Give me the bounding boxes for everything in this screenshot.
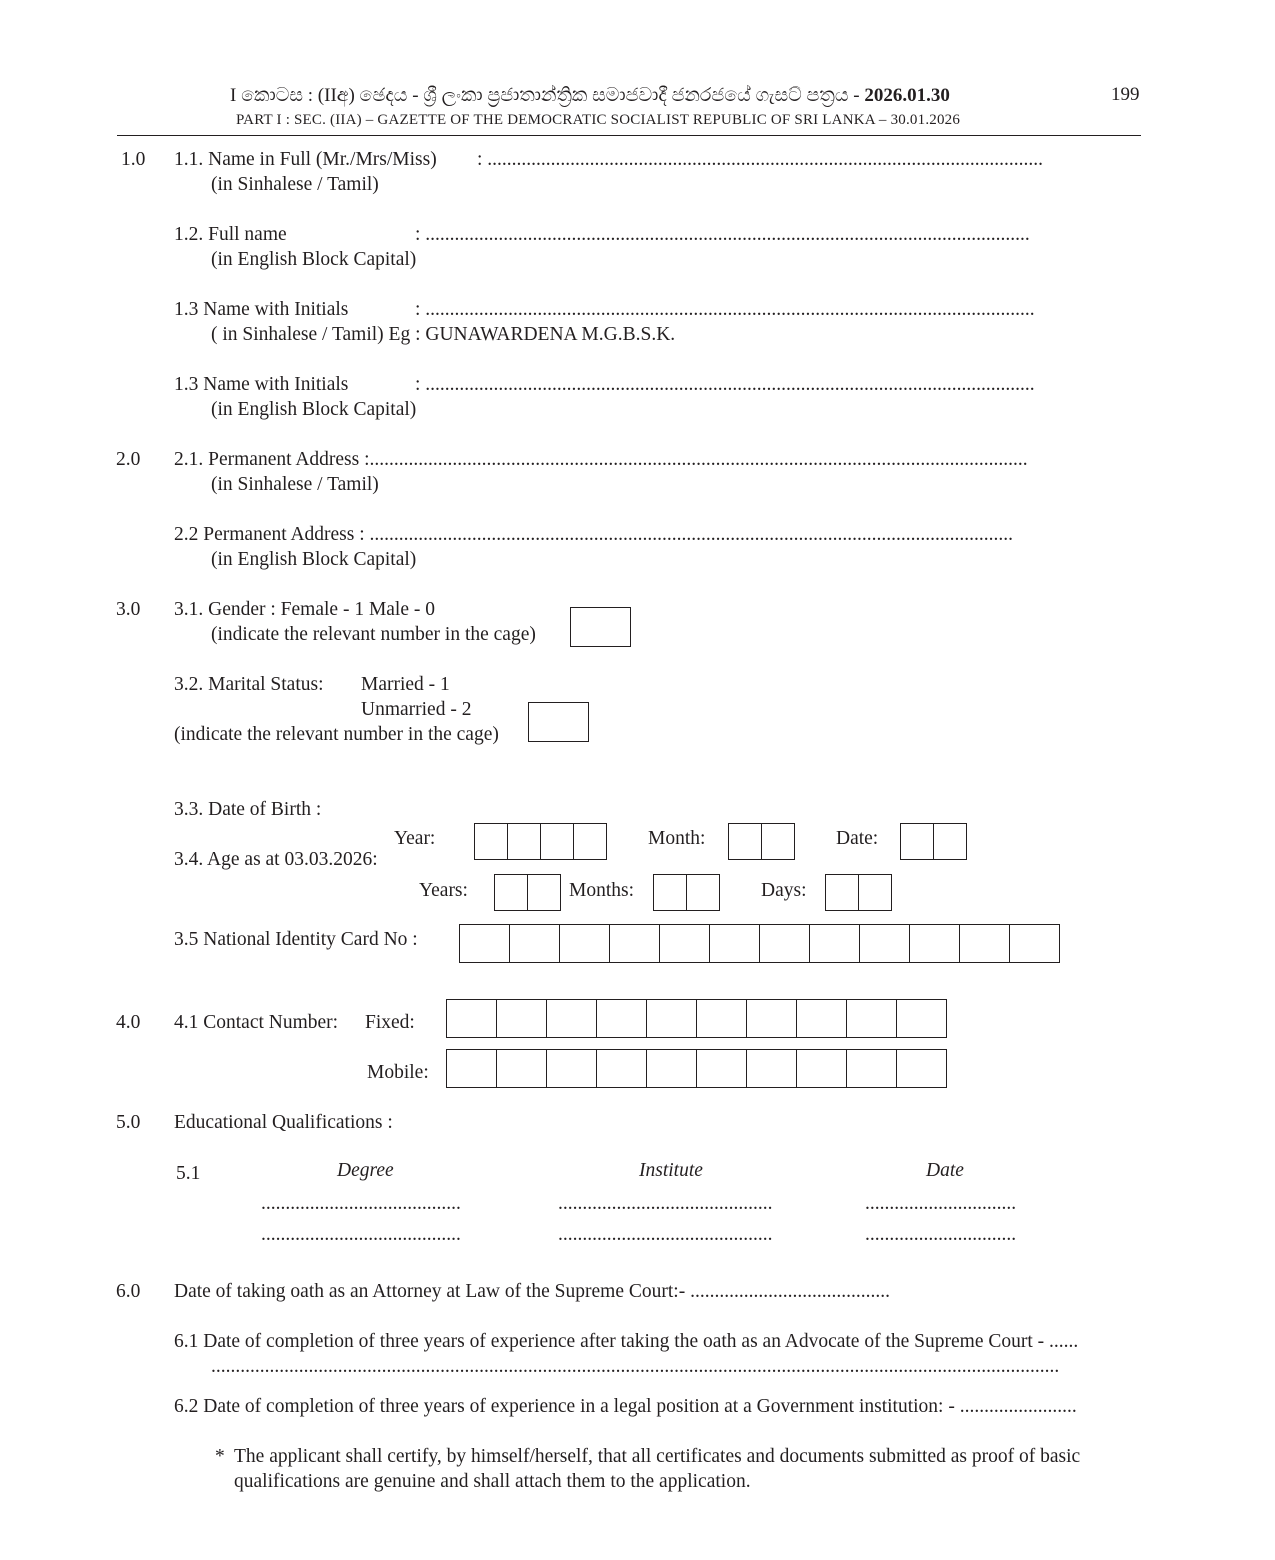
field-sub-marital: (indicate the relevant number in the cage) [174,724,499,745]
digit-box[interactable] [508,824,541,859]
digit-box[interactable] [826,875,859,910]
digit-box[interactable] [460,925,510,962]
digit-box[interactable] [541,824,574,859]
digit-box[interactable] [747,1000,797,1037]
digit-box[interactable] [760,925,810,962]
digit-box[interactable] [560,925,610,962]
age-days-boxes[interactable] [825,874,892,911]
dob-month-boxes[interactable] [728,823,795,860]
age-months-boxes[interactable] [653,874,720,911]
digit-box[interactable] [528,875,561,910]
age-months-label: Months: [569,880,635,901]
digit-box[interactable] [497,1050,547,1087]
digit-box[interactable] [475,824,508,859]
section-number-6: 6.0 [116,1281,141,1302]
header-sinhala-date: 2026.01.30 [864,85,950,106]
digit-box[interactable] [934,824,967,859]
digit-box[interactable] [897,1000,947,1037]
digit-box[interactable] [654,875,687,910]
nic-boxes[interactable] [459,924,1060,963]
digit-box[interactable] [810,925,860,962]
contact-mobile-boxes[interactable] [446,1049,947,1088]
section-number-5: 5.0 [116,1112,141,1133]
field-sub-address-sinhala: (in Sinhalese / Tamil) [211,474,379,495]
section-number-3: 3.0 [116,599,141,620]
column-header-date: Date [926,1160,964,1181]
section-number-2: 2.0 [116,449,141,470]
digit-box[interactable] [697,1000,747,1037]
column-header-degree: Degree [337,1160,394,1181]
contact-fixed-boxes[interactable] [446,999,947,1038]
field-input-initials-sinhala[interactable]: : ............................................................................................................................. [415,299,1035,320]
digit-box[interactable] [697,1050,747,1087]
contact-fixed-label: Fixed: [365,1012,415,1033]
digit-box[interactable] [847,1050,897,1087]
dob-year-boxes[interactable] [474,823,607,860]
date-entry-2[interactable]: ............................... [865,1224,1017,1245]
digit-box[interactable] [660,925,710,962]
field-address-english[interactable]: 2.2 Permanent Address : .................................................................................................................................... [174,524,1014,545]
dob-year-label: Year: [394,828,436,849]
dob-month-label: Month: [648,828,706,849]
marital-option-married: Married - 1 [361,674,450,695]
field-sub-full-name: (in English Block Capital) [211,249,417,270]
digit-box[interactable] [960,925,1010,962]
field-experience-advocate-cont[interactable]: .............................................................................................................................................................................. [211,1356,1060,1377]
section-number-1: 1.0 [121,149,146,170]
field-label-full-name: 1.2. Full name [174,224,287,245]
marital-cage[interactable] [528,702,589,742]
note-asterisk: * [215,1446,225,1467]
contact-mobile-label: Mobile: [367,1062,429,1083]
digit-box[interactable] [1010,925,1060,962]
digit-box[interactable] [447,1000,497,1037]
field-address-sinhala[interactable]: 2.1. Permanent Address :....................................................................................................................................... [174,449,1028,470]
field-oath-date[interactable]: Date of taking oath as an Attorney at Law of the Supreme Court:- ......................................... [174,1281,890,1302]
field-input-initials-english[interactable]: : ............................................................................................................................. [415,374,1035,395]
age-days-label: Days: [761,880,807,901]
digit-box[interactable] [860,925,910,962]
field-label-nic: 3.5 National Identity Card No : [174,929,418,950]
field-label-dob: 3.3. Date of Birth : [174,799,322,820]
degree-entry-2[interactable]: ......................................... [261,1224,461,1245]
field-label-marital: 3.2. Marital Status: [174,674,324,695]
gender-cage[interactable] [570,607,631,647]
dob-date-boxes[interactable] [900,823,967,860]
field-sub-initials-sinhala: ( in Sinhalese / Tamil) Eg : GUNAWARDENA M.G.B.S.K. [211,324,676,345]
gazette-header-english: PART I : SEC. (IIA) – GAZETTE OF THE DEMOCRATIC SOCIALIST REPUBLIC OF SRI LANKA – 30.01.2026 [236,112,961,128]
digit-box[interactable] [910,925,960,962]
field-sub-initials-english: (in English Block Capital) [211,399,417,420]
field-experience-advocate[interactable]: 6.1 Date of completion of three years of experience after taking the oath as an Advocate of the Supreme Court - ...... [174,1331,1079,1352]
section-number-4: 4.0 [116,1012,141,1033]
digit-box[interactable] [687,875,720,910]
field-sub-address-english: (in English Block Capital) [211,549,417,570]
marital-option-unmarried: Unmarried - 2 [361,699,472,720]
digit-box[interactable] [647,1000,697,1037]
field-label-initials-sinhala: 1.3 Name with Initials [174,299,349,320]
digit-box[interactable] [597,1050,647,1087]
digit-box[interactable] [897,1050,947,1087]
column-header-institute: Institute [639,1160,703,1181]
digit-box[interactable] [547,1000,597,1037]
header-sinhala-text: I කොටස : (IIඅ) ඡෙදය - ශ්‍රී ලංකා ප්‍රජාතාන්ත්‍රික සමාජවාදී ජනරජයේ ගැසට් පත්‍රය - [230,85,865,106]
note-line-1: The applicant shall certify, by himself/herself, that all certificates and documents submitted as proof of basic [234,1446,1081,1467]
digit-box[interactable] [497,1000,547,1037]
digit-box[interactable] [747,1050,797,1087]
dob-date-label: Date: [836,828,879,849]
field-input-name-full[interactable]: : .................................................................................................................. [477,149,1044,170]
digit-box[interactable] [901,824,934,859]
digit-box[interactable] [510,925,560,962]
digit-box[interactable] [729,824,762,859]
digit-box[interactable] [574,824,607,859]
digit-box[interactable] [847,1000,897,1037]
digit-box[interactable] [762,824,795,859]
institute-entry-1[interactable]: ............................................ [558,1193,773,1214]
digit-box[interactable] [797,1050,847,1087]
date-entry-1[interactable]: ............................... [865,1193,1017,1214]
institute-entry-2[interactable]: ............................................ [558,1224,773,1245]
education-title: Educational Qualifications : [174,1112,393,1133]
field-label-gender: 3.1. Gender : Female - 1 Male - 0 [174,599,436,620]
digit-box[interactable] [797,1000,847,1037]
gazette-header-sinhala [230,85,950,107]
age-years-label: Years: [419,880,468,901]
field-label-age: 3.4. Age as at 03.03.2026: [174,849,378,870]
field-label-initials-english: 1.3 Name with Initials [174,374,349,395]
field-sub-gender: (indicate the relevant number in the cage) [211,624,536,645]
field-label-contact: 4.1 Contact Number: [174,1012,339,1033]
education-sub-number: 5.1 [176,1163,201,1184]
digit-box[interactable] [547,1050,597,1087]
field-experience-government[interactable]: 6.2 Date of completion of three years of experience in a legal position at a Government institution: - ........................ [174,1396,1077,1417]
field-label-name-full: 1.1. Name in Full (Mr./Mrs/Miss) [174,149,437,170]
age-years-boxes[interactable] [494,874,561,911]
field-sub-name-full: (in Sinhalese / Tamil) [211,174,379,195]
degree-entry-1[interactable]: ......................................... [261,1193,461,1214]
digit-box[interactable] [597,1000,647,1037]
header-rule [117,135,1141,136]
page-number: 199 [1111,84,1140,105]
digit-box[interactable] [447,1050,497,1087]
digit-box[interactable] [859,875,892,910]
field-input-full-name[interactable]: : ............................................................................................................................ [415,224,1030,245]
note-line-2: qualifications are genuine and shall attach them to the application. [234,1471,751,1492]
digit-box[interactable] [710,925,760,962]
digit-box[interactable] [495,875,528,910]
digit-box[interactable] [610,925,660,962]
digit-box[interactable] [647,1050,697,1087]
